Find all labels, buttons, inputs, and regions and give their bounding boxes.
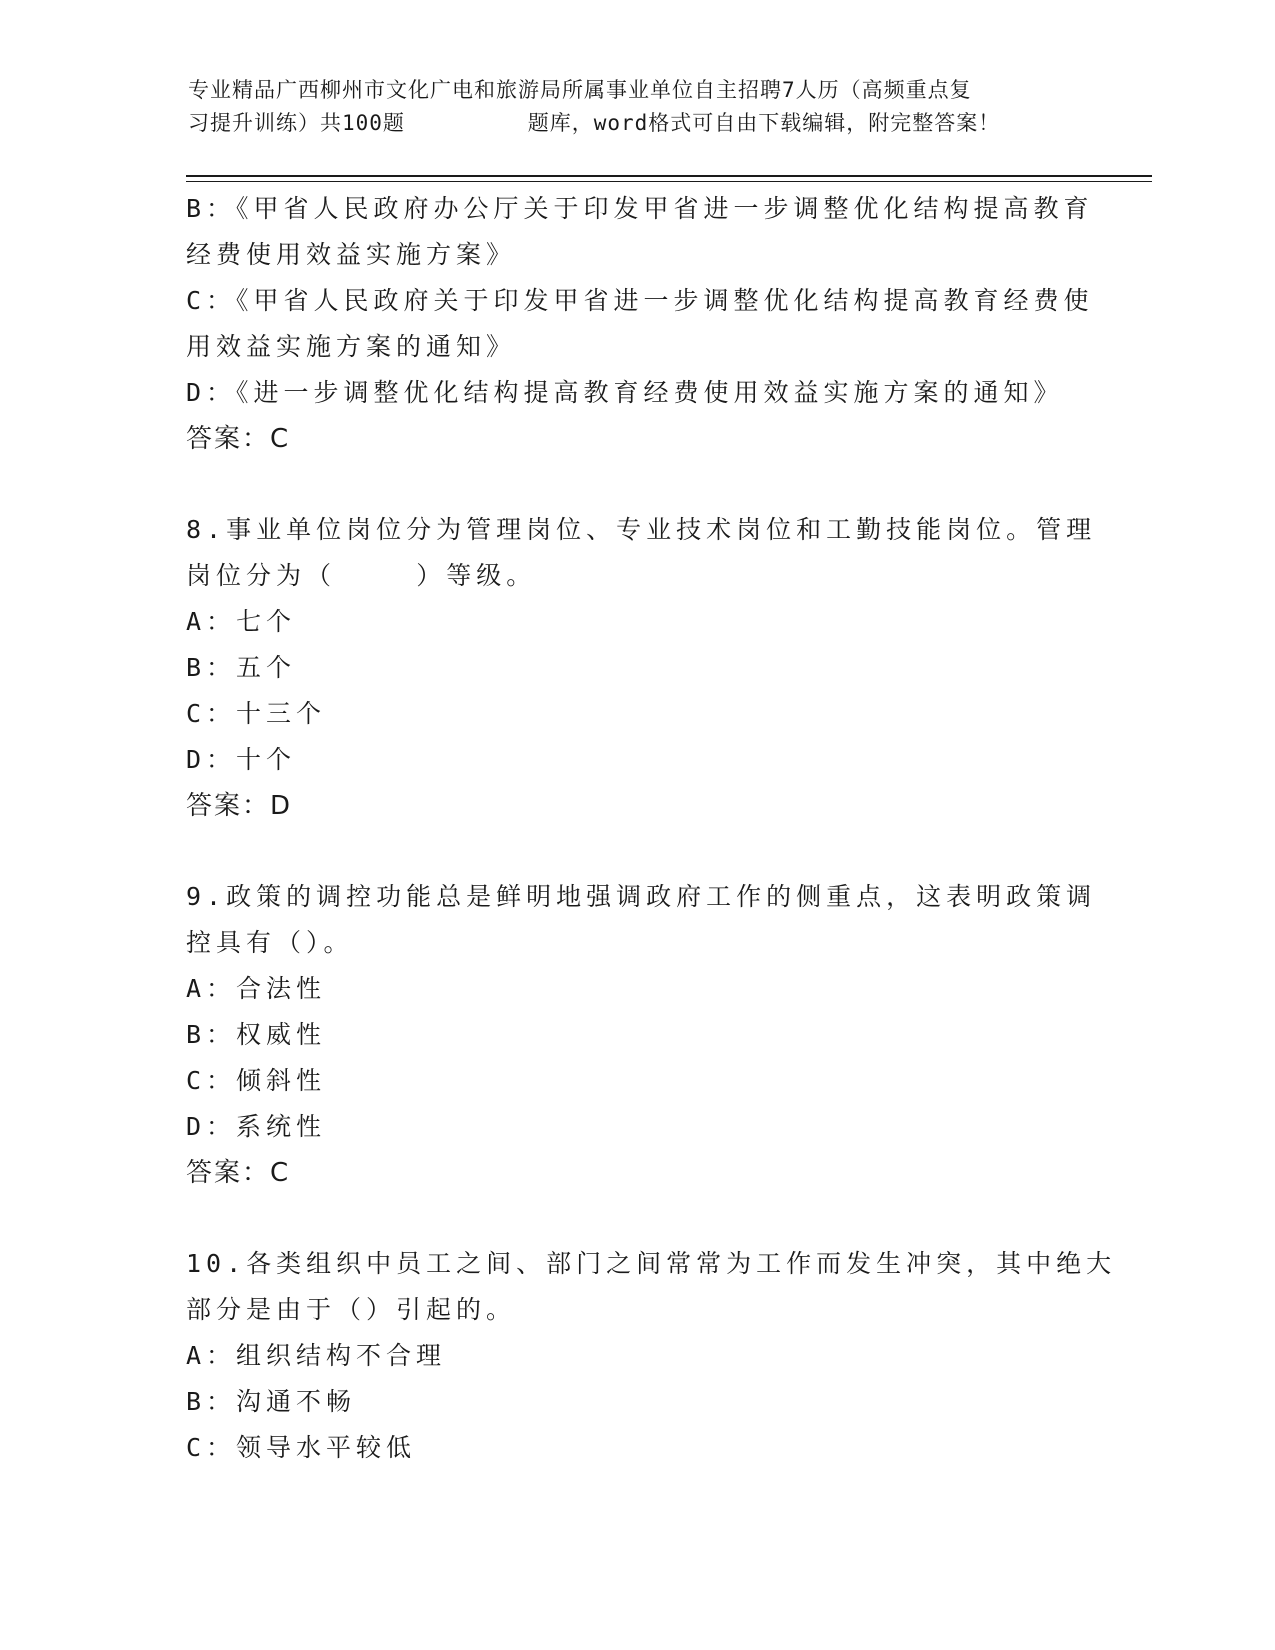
option-b: B：五个 [186,653,297,682]
answer: 答案：C [186,1158,291,1188]
question-stem-line-2: 岗位分为（ ）等级。 [186,561,537,590]
option-c: C：十三个 [186,699,327,728]
header-divider-thin [186,181,1152,182]
option-c: C：倾斜性 [186,1066,327,1095]
option-a: A：组织结构不合理 [186,1341,447,1370]
header-line-2: 习提升训练）共100题 题库，word格式可自由下载编辑，附完整答案！ [188,111,1001,135]
answer: 答案：D [186,791,293,821]
header-line-1: 专业精品广西柳州市文化广电和旅游局所属事业单位自主招聘7人历（高频重点复 [188,78,972,102]
question-stem-line-2: 控具有（）。 [186,928,354,957]
question-9 [186,874,1097,1196]
answer: 答案：C [186,424,291,454]
question-stem-line-1: 9.政策的调控功能总是鲜明地强调政府工作的侧重点，这表明政策调 [186,882,1097,911]
option-a: A：七个 [186,607,297,636]
option-d: D：十个 [186,745,297,774]
question-stem-line-2: 部分是由于（）引起的。 [186,1295,517,1324]
option-b-line-1: B：《甲省人民政府办公厅关于印发甲省进一步调整优化结构提高教育 [186,194,1094,223]
option-c-line-2: 用效益实施方案的通知》 [186,332,517,361]
option-b: B：权威性 [186,1020,327,1049]
option-b-line-2: 经费使用效益实施方案》 [186,240,517,269]
question-stem-line-1: 8.事业单位岗位分为管理岗位、专业技术岗位和工勤技能岗位。管理 [186,515,1097,544]
question-spacer [186,1196,1086,1241]
option-d: D：《进一步调整优化结构提高教育经费使用效益实施方案的通知》 [186,378,1064,407]
option-c: C：领导水平较低 [186,1433,417,1462]
option-d: D：系统性 [186,1112,327,1141]
question-10 [186,1241,1117,1471]
question-list [186,186,1117,1471]
question-spacer [186,462,1086,507]
question-spacer [186,829,1086,874]
question-8 [186,507,1097,829]
header-divider-thick [186,175,1152,177]
document-header [188,74,1088,140]
option-a: A：合法性 [186,974,327,1003]
question-7-continued [186,186,1094,462]
option-c-line-1: C：《甲省人民政府关于印发甲省进一步调整优化结构提高教育经费使 [186,286,1094,315]
question-stem-line-1: 10.各类组织中员工之间、部门之间常常为工作而发生冲突，其中绝大 [186,1249,1117,1278]
option-b: B：沟通不畅 [186,1387,357,1416]
